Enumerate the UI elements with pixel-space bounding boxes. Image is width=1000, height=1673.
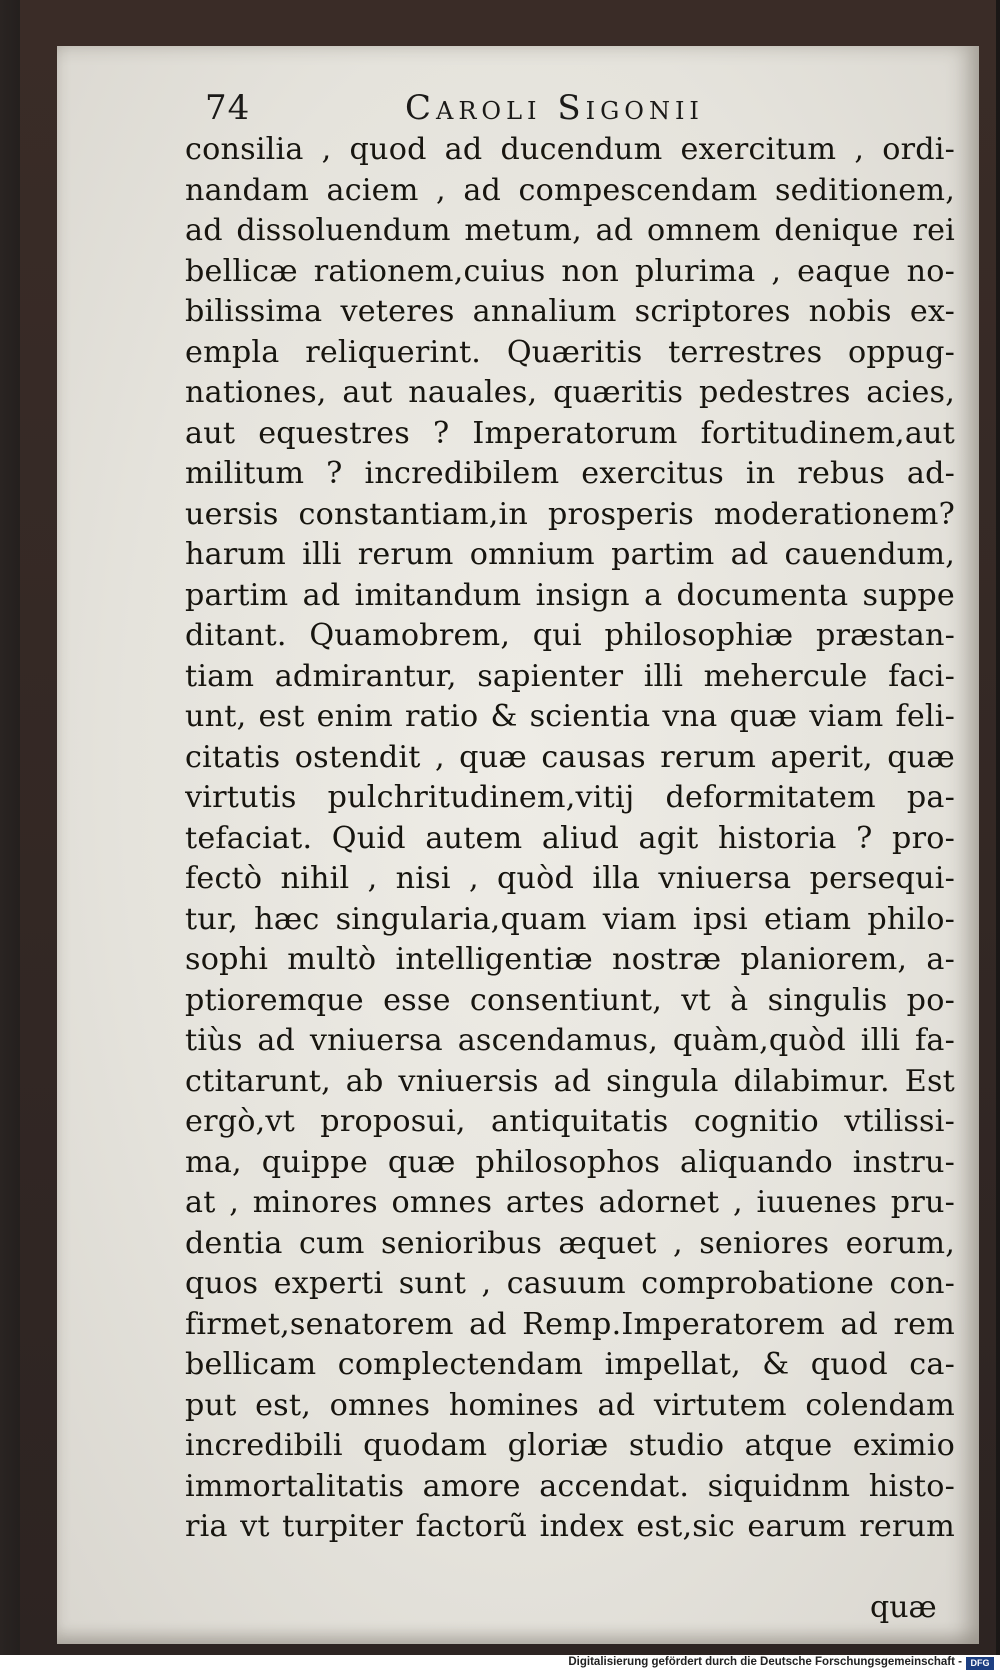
text-line: tiùs ad vniuersa ascendamus, quàm,quòd illi fa- [185,1023,955,1058]
text-line: bellicam complectendam impellat, & quod ca- [185,1347,955,1382]
running-head [205,88,945,132]
text-line: bilissima veteres annalium scriptores nobis ex- [185,294,955,329]
text-line: aut equestres ? Imperatorum fortitudinem,aut [185,415,955,451]
text-line: ptioremque esse consentiunt, vt à singulis po- [185,982,955,1018]
body-text [185,130,955,1548]
text-line: nandam aciem , ad compescendam seditionem, [185,172,955,208]
text-line: tiam admirantur, sapienter illi mehercule faci- [185,658,955,694]
text-line: ergò,vt proposui, antiquitatis cognitio vtilissi- [185,1104,955,1139]
text-line: tur, hæc singularia,quam viam ipsi etiam philo- [185,901,955,937]
text-line: dentia cum senioribus æquet , seniores eorum, [185,1225,955,1261]
text-line: put est, omnes homines ad virtutem colendam [185,1387,955,1423]
text-line: ditant. Quamobrem, qui philosophiæ præstan- [185,618,955,653]
text-line: tefaciat. Quid autem aliud agit historia ? pro- [185,820,955,856]
text-line: harum illi rerum omnium partim ad cauendum, [185,537,955,572]
text-line: militum ? incredibilem exercitus in rebus ad- [185,456,955,491]
text-line: at , minores omnes artes adornet , iuuenes pru- [185,1185,955,1220]
text-line: virtutis pulchritudinem,vitij deformitatem pa- [185,780,955,815]
catchword: quæ [870,1590,937,1625]
text-line: uersis constantiam,in prosperis moderationem? [185,496,955,532]
text-line: ma, quippe quæ philosophos aliquando instru- [185,1144,955,1180]
text-line: unt, est enim ratio & scientia vna quæ viam feli- [185,699,955,734]
text-line: immortalitatis amore accendat. siquidnm histo- [185,1468,955,1504]
text-line: ad dissoluendum metum, ad omnem denique rei [185,213,955,248]
text-line: ctitarunt, ab vniuersis ad singula dilabimur. Est [185,1063,955,1099]
text-line: quos experti sunt , casuum comprobatione con- [185,1266,955,1301]
text-line: bellicæ rationem,cuius non plurima , eaque no- [185,253,955,289]
text-line: ria vt turpiter factorũ index est,sic earum rerum [185,1509,955,1544]
text-line: fectò nihil , nisi , quòd illa vniuersa persequi- [185,861,955,896]
dfg-logo-icon: DFG [966,1657,994,1670]
text-line: partim ad imitandum insign a documenta suppe [185,577,955,613]
text-line: consilia , quod ad ducendum exercitum , ordi- [185,132,955,167]
text-line: incredibili quodam gloriæ studio atque eximio [185,1428,955,1463]
text-line: firmet,senatorem ad Remp.Imperatorem ad rem [185,1306,955,1342]
text-line: nationes, aut nauales, quæritis pedestres acies, [185,375,955,410]
digitization-credit: Digitalisierung gefördert durch die Deutsche Forschungsgemeinschaft - [568,1656,962,1668]
page-number: 74 [205,88,251,128]
text-line: citatis ostendit , quæ causas rerum aperit, quæ [185,739,955,775]
text-line: empla reliquerint. Quæritis terrestres oppug- [185,334,955,370]
text-line: sophi multò intelligentiæ nostræ planiorem, a- [185,942,955,977]
running-title: Caroli Sigonii [405,88,704,128]
